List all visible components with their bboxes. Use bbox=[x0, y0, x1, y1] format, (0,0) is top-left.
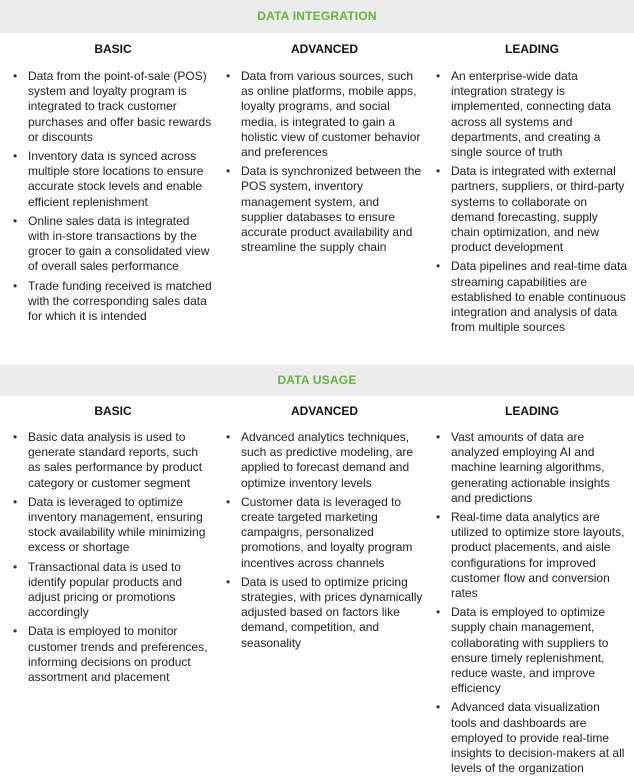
list-item: • Data from various sources, such as online platforms, mobile apps, loyalty programs, and social media, is integrated to gain a holistic view of customer behavior and preferences bbox=[226, 69, 423, 160]
list-item: • Transactional data is used to identify popular products and adjust pricing or promotions accordingly bbox=[13, 560, 213, 621]
column-title-basic: BASIC bbox=[94, 404, 132, 418]
list-item: • Data is used to optimize pricing strategies, with prices dynamically adjusted based on factors like demand, competition, and seasonality bbox=[226, 575, 423, 651]
column-leading bbox=[423, 33, 634, 365]
column-advanced bbox=[213, 396, 423, 780]
list-item: • Data is employed to optimize supply chain management, collaborating with suppliers to ensure timely replenishment, reduce waste, and improve efficiency bbox=[436, 605, 628, 696]
list-item: • Advanced data visualization tools and dashboards are employed to provide real-time insights to decision-makers at all levels of the organization bbox=[436, 700, 628, 776]
column-title-leading: LEADING bbox=[505, 42, 559, 56]
list-item: • Data pipelines and real-time data streaming capabilities are established to enable continuous integration and analysis of data from multiple sources bbox=[436, 259, 628, 335]
list-item: • Customer data is leveraged to create targeted marketing campaigns, personalized promotions, and loyalty program incentives across channels bbox=[226, 495, 423, 571]
column-title-advanced: ADVANCED bbox=[290, 404, 359, 418]
bullet-list bbox=[13, 69, 213, 324]
list-item: • Data from the point-of-sale (POS) system and loyalty program is integrated to track customer purchases and offer basic rewards or discounts bbox=[13, 69, 213, 145]
list-item: • Inventory data is synced across multiple store locations to ensure accurate stock levels and enable efficient replenishment bbox=[13, 149, 213, 210]
section-data-integration bbox=[0, 0, 634, 365]
data-usage-columns bbox=[0, 396, 634, 780]
bullet-list bbox=[226, 430, 423, 651]
column-title-basic: BASIC bbox=[94, 42, 132, 56]
list-item: • Real-time data analytics are utilized to optimize store layouts, product placements, and aisle configurations for improved customer flow and conversion rates bbox=[436, 510, 628, 601]
list-item: • Online sales data is integrated with in-store transactions by the grocer to gain a consolidated view of overall sales performance bbox=[13, 214, 213, 275]
list-item: • Basic data analysis is used to generate standard reports, such as sales performance by product category or customer segment bbox=[13, 430, 213, 491]
section-title-data-usage: DATA USAGE bbox=[0, 365, 634, 396]
column-title-leading: LEADING bbox=[505, 404, 559, 418]
section-data-usage bbox=[0, 365, 634, 780]
data-integration-columns bbox=[0, 33, 634, 365]
list-item: • Data is leveraged to optimize inventory management, ensuring stock availability while minimizing excess or shortage bbox=[13, 495, 213, 556]
bullet-list bbox=[436, 430, 628, 776]
column-advanced bbox=[213, 33, 423, 365]
column-title-advanced: ADVANCED bbox=[290, 42, 359, 56]
column-basic bbox=[0, 33, 213, 365]
bullet-list bbox=[226, 69, 423, 255]
column-basic bbox=[0, 396, 213, 780]
bullet-list bbox=[436, 69, 628, 335]
list-item: • Data is employed to monitor customer trends and preferences, informing decisions on product assortment and placement bbox=[13, 624, 213, 685]
list-item: • Data is integrated with external partners, suppliers, or third-party systems to collaborate on demand forecasting, supply chain optimization, and new product development bbox=[436, 164, 628, 255]
list-item: • Vast amounts of data are analyzed employing AI and machine learning algorithms, generating actionable insights and predictions bbox=[436, 430, 628, 506]
column-leading bbox=[423, 396, 634, 780]
section-title-data-integration: DATA INTEGRATION bbox=[0, 0, 634, 33]
bullet-list bbox=[13, 430, 213, 685]
list-item: • An enterprise-wide data integration strategy is implemented, connecting data across all systems and departments, and creating a single source of truth bbox=[436, 69, 628, 160]
list-item: • Advanced analytics techniques, such as predictive modeling, are applied to forecast demand and optimize inventory levels bbox=[226, 430, 423, 491]
list-item: • Trade funding received is matched with the corresponding sales data for which it is intended bbox=[13, 279, 213, 325]
list-item: • Data is synchronized between the POS system, inventory management system, and supplier databases to ensure accurate product availability and streamline the supply chain bbox=[226, 164, 423, 255]
